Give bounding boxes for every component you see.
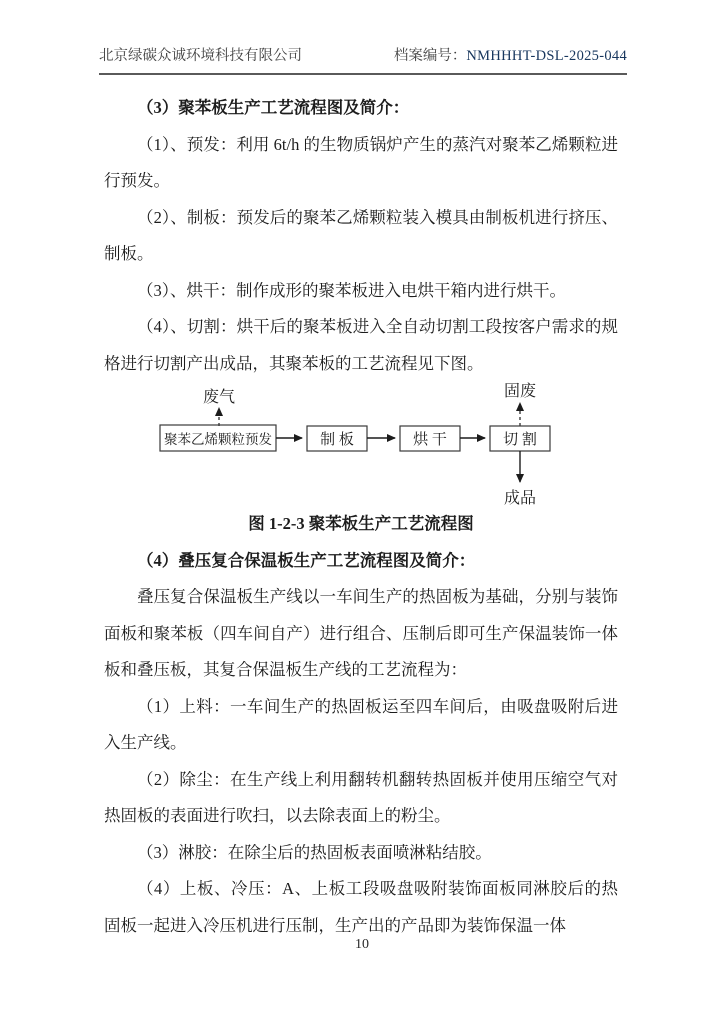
section3-item-2: （2）、制板：预发后的聚苯乙烯颗粒装入模具由制板机进行挤压、制板。 [104,207,618,263]
figure-caption: 图 1-2-3 聚苯板生产工艺流程图 [248,514,474,533]
section4-item-3: （3）淋胶：在除尘后的热固板表面喷淋粘结胶。 [137,842,492,862]
section4-item-4: （4）上板、冷压：A、上板工段吸盘吸附装饰面板同淋胶后的热固板一起进入冷压机进行压制，生产出的产品即为装饰保温一体 [104,879,618,935]
flow-node-board-making: 制 板 [320,432,354,448]
page-header [99,44,627,75]
flow-node-drying: 烘 干 [413,432,447,448]
waste-gas-label: 废气 [202,389,236,406]
company-name: 北京绿碳众诚环境科技有限公司 [99,48,302,64]
section4-heading: （4）叠压复合保温板生产工艺流程图及简介： [137,550,476,570]
archive-number: NMHHHT-DSL-2025-044 [466,48,627,64]
product-label: 成品 [503,490,537,506]
section3-item-1: （1）、预发：利用 6t/h 的生物质锅炉产生的蒸汽对聚苯乙烯颗粒进行预发。 [104,134,618,190]
section4-intro: 叠压复合保温板生产线以一车间生产的热固板为基础，分别与装饰面板和聚苯板（四车间自产）进行组合、压制后即可生产保温装饰一体板和叠压板，其复合保温板生产线的工艺流程为： [104,587,618,679]
section3-heading: （3）聚苯板生产工艺流程图及简介： [137,98,410,117]
flowchart-svg [104,382,628,506]
section4-item-2: （2）除尘：在生产线上利用翻转机翻转热固板并使用压缩空气对热固板的表面进行吹扫，以去除表面上的粉尘。 [104,769,618,825]
page-number: 10 [355,937,369,952]
flow-node-cutting: 切 割 [503,432,537,448]
process-flow-diagram [104,382,618,506]
archive-number-field [394,44,627,65]
section3-item-3: （3）、烘干：制作成形的聚苯板进入电烘干箱内进行烘干。 [137,280,566,300]
solid-waste-label: 固废 [503,383,537,400]
flow-node-prefoaming: 聚苯乙烯颗粒预发 [164,432,272,447]
page-footer [0,937,724,953]
document-body [104,90,618,944]
archive-label: 档案编号： [393,48,467,64]
section4-item-1: （1）上料：一车间生产的热固板运至四车间后，由吸盘吸附后进入生产线。 [104,696,618,752]
section3-item-4: （4）、切割：烘干后的聚苯板进入全自动切割工段按客户需求的规格进行切割产出成品，其聚苯板的工艺流程见下图。 [104,317,618,373]
